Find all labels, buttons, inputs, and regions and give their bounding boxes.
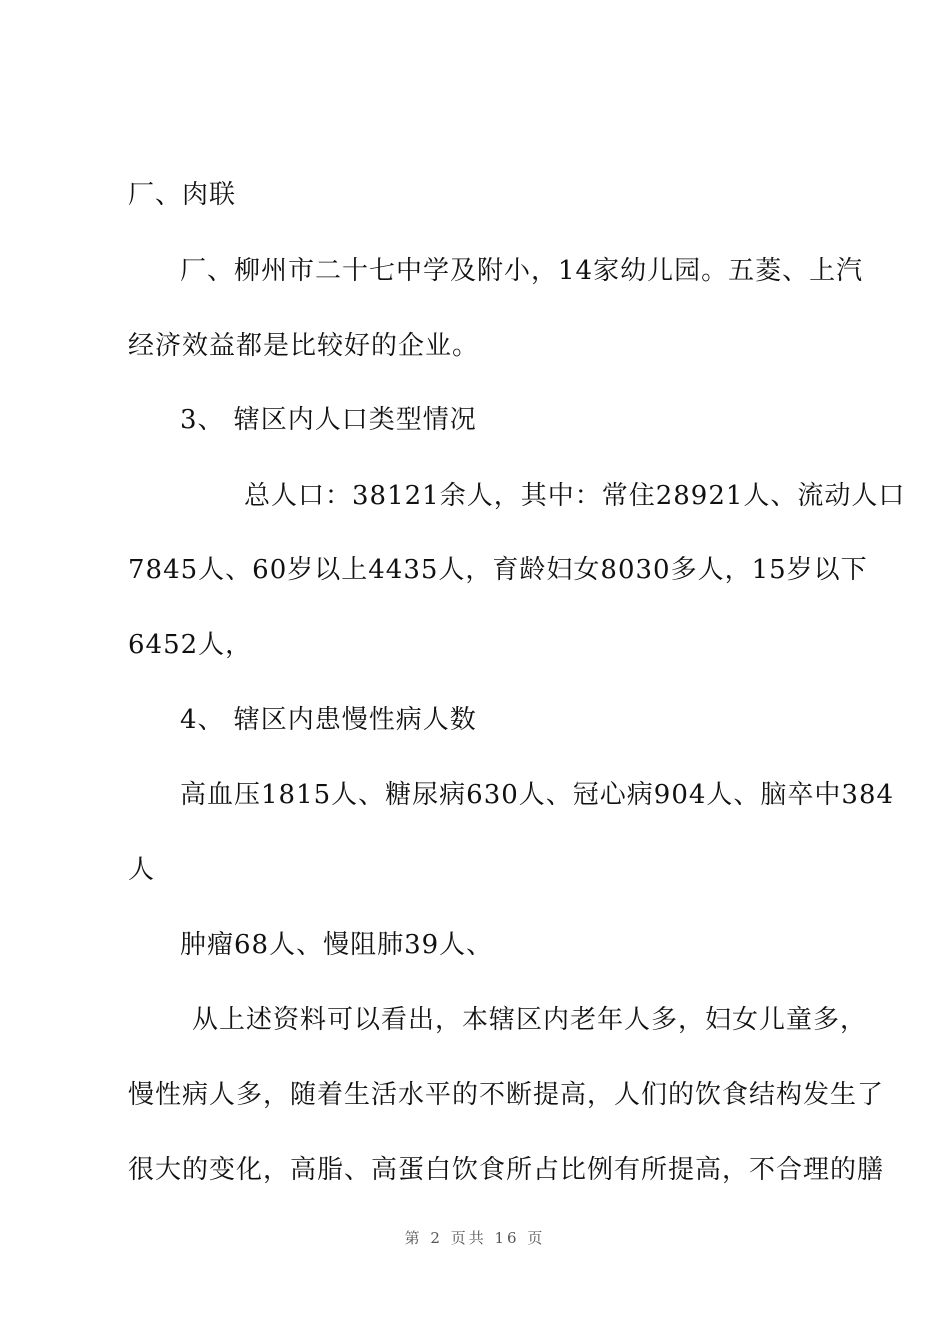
text-line-1: 厂、肉联 xyxy=(128,180,237,210)
text-line-11: 肿瘤68人、慢阻肺39人、 xyxy=(180,930,494,960)
text-line-13: 慢性病人多，随着生活水平的不断提高，人们的饮食结构发生了 xyxy=(128,1080,885,1110)
page-footer xyxy=(0,1228,950,1248)
page-number-label: 第 2 页共 16 页 xyxy=(404,1229,546,1247)
text-line-5: 总人口：38121余人，其中：常住28921人、流动人口 xyxy=(244,481,906,511)
text-line-12: 从上述资料可以看出，本辖区内老年人多，妇女儿童多， xyxy=(192,1005,868,1035)
text-line-14: 很大的变化，高脂、高蛋白饮食所占比例有所提高，不合理的膳 xyxy=(128,1155,885,1185)
section-heading-4: 4、 辖区内患慢性病人数 xyxy=(180,705,477,735)
section-heading-3: 3、 辖区内人口类型情况 xyxy=(180,405,477,435)
text-line-10: 人 xyxy=(128,855,156,885)
text-line-2: 厂、柳州市二十七中学及附小，14家幼儿园。五菱、上汽 xyxy=(180,256,864,286)
text-line-7: 6452人， xyxy=(128,630,253,660)
text-line-9: 高血压1815人、糖尿病630人、冠心病904人、脑卒中384 xyxy=(180,780,895,810)
text-line-6: 7845人、60岁以上4435人，育龄妇女8030多人，15岁以下 xyxy=(128,555,868,585)
text-line-3: 经济效益都是比较好的企业。 xyxy=(128,331,480,361)
